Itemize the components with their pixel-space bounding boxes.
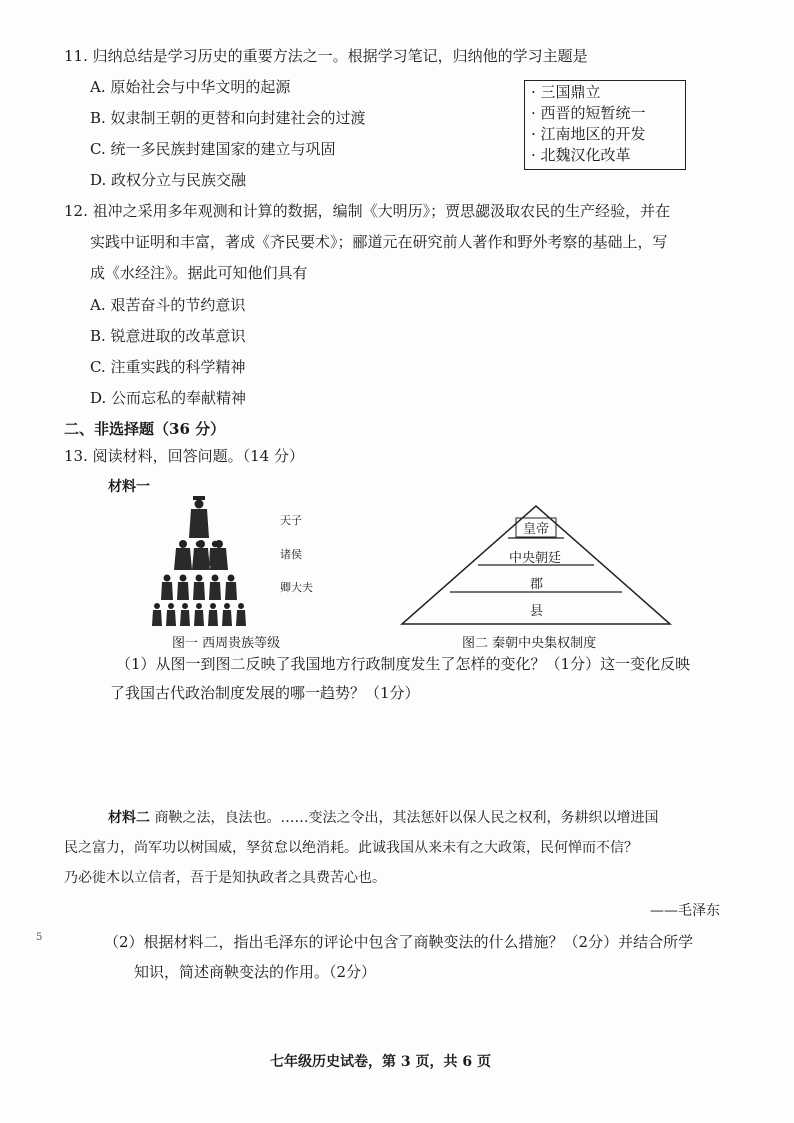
q12-stem-line: 实践中证明和丰富，著成《齐民要术》；郦道元在研究前人著作和野外考察的基础上，写 [90, 233, 668, 251]
ministers-row-icon [161, 575, 237, 601]
fig1-label-qingdafu: 卿大夫 [280, 581, 313, 594]
q12-option-b[interactable]: B. 锐意进取的改革意识 [90, 327, 246, 345]
q13-sub2-line: （2）根据材料二，指出毛泽东的评论中包含了商鞅变法的什么措施？（2分）并结合所学 [104, 933, 694, 951]
king-figure-icon [189, 496, 209, 538]
zhou-hierarchy-figure [145, 490, 275, 630]
q11-option-b[interactable]: B. 奴隶制王朝的更替和向封建社会的过渡 [90, 109, 366, 127]
section2-title: 二、非选择题（36 分） [64, 420, 226, 438]
fig2-caption: 图二 秦朝中央集权制度 [462, 636, 597, 651]
study-note-item: · 北魏汉化改革 [531, 146, 631, 164]
commoners-row-icon [152, 603, 246, 626]
fig1-label-zhuhou: 诸侯 [280, 548, 302, 561]
q11-option-a[interactable]: A. 原始社会与中华文明的起源 [90, 78, 291, 96]
margin-mark: 5 [36, 932, 43, 943]
q12-option-d[interactable]: D. 公而忘私的奉献精神 [90, 389, 247, 407]
pyramid-level-court: 中央朝廷 [509, 551, 562, 566]
material2-line: 商鞅之法，良法也。……变法之令出，其法惩奸以保人民之权利，务耕织以增进国 [154, 810, 659, 826]
q12-stem-line: 成《水经注》。据此可知他们具有 [90, 264, 308, 282]
study-notes-box [524, 80, 686, 170]
q11-option-d[interactable]: D. 政权分立与民族交融 [90, 171, 247, 189]
pyramid-level-commandery: 郡 [530, 577, 544, 592]
q13-stem: 13. 阅读材料，回答问题。（14 分） [64, 447, 304, 465]
q13-sub1-line: （1）从图一到图二反映了我国地方行政制度发生了怎样的变化？（1分）这一变化反映 [116, 655, 691, 673]
q12-stem-line: 12. 祖冲之采用多年观测和计算的数据，编制《大明历》；贾思勰汲取农民的生产经验，并在 [64, 202, 671, 220]
pyramid-level-county: 县 [530, 604, 544, 619]
material2-author: ——毛泽东 [650, 903, 720, 919]
material2-label: 材料二 [108, 810, 150, 826]
q11-stem: 11. 归纳总结是学习历史的重要方法之一。根据学习笔记，归纳他的学习主题是 [64, 47, 588, 65]
page-footer: 七年级历史试卷，第 3 页，共 6 页 [270, 1054, 491, 1070]
q12-option-c[interactable]: C. 注重实践的科学精神 [90, 358, 246, 376]
lords-row-icon [174, 540, 228, 570]
pyramid-level-emperor: 皇帝 [523, 522, 550, 537]
fig1-caption: 图一 西周贵族等级 [172, 636, 281, 651]
study-note-item: · 三国鼎立 [531, 83, 601, 101]
study-note-item: · 西晋的短暂统一 [531, 104, 646, 122]
q11-option-c[interactable]: C. 统一多民族封建国家的建立与巩固 [90, 140, 336, 158]
fig1-label-tianzi: 天子 [280, 514, 302, 527]
material2-line: 民之富力，尚军功以树国威，孥贫怠以绝消耗。此诚我国从来未有之大政策，民何惮而不信？ [64, 840, 638, 856]
q13-sub1-line: 了我国古代政治制度发展的哪一趋势？（1分） [110, 684, 420, 702]
material1-label: 材料一 [108, 479, 150, 495]
q13-sub2-line: 知识，简述商鞅变法的作用。（2分） [134, 963, 377, 981]
study-note-item: · 江南地区的开发 [531, 125, 646, 143]
material2-line: 乃必徙木以立信者，吾于是知执政者之具费苦心也。 [64, 870, 386, 886]
q12-option-a[interactable]: A. 艰苦奋斗的节约意识 [90, 296, 246, 314]
